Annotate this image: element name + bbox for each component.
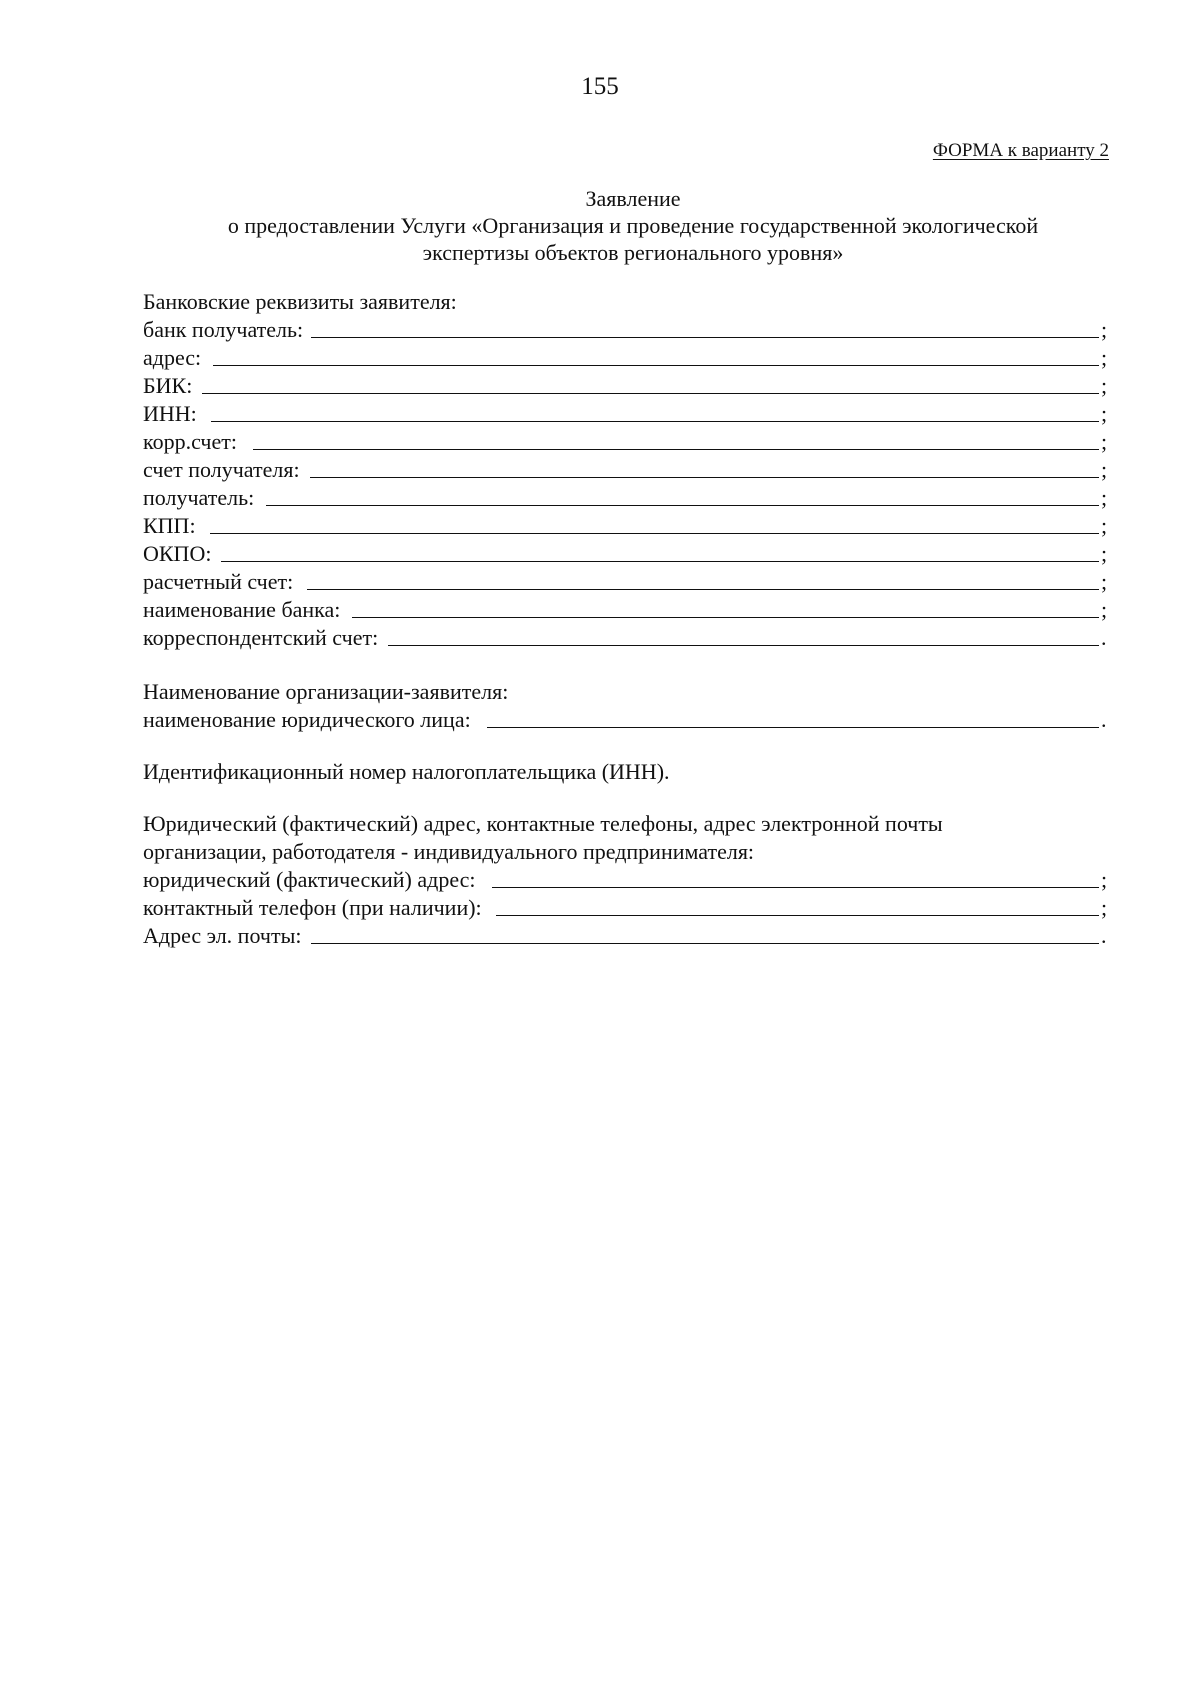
field-inn	[143, 400, 1109, 428]
field-terminator: ;	[1101, 457, 1108, 482]
address-section-heading-2: организации, работодателя - индивидуального предпринимателя:	[143, 839, 755, 864]
fill-in-line[interactable]	[213, 345, 1099, 366]
field-label: контактный телефон (при наличии):	[143, 895, 482, 920]
fill-in-line[interactable]	[253, 429, 1099, 450]
fill-in-line[interactable]	[487, 707, 1099, 728]
field-bank-recipient	[143, 316, 1109, 344]
field-contact-phone	[143, 894, 1109, 922]
fill-in-line[interactable]	[496, 895, 1099, 916]
field-terminator: ;	[1101, 401, 1108, 426]
field-label: счет получателя:	[143, 457, 300, 482]
fill-in-line[interactable]	[307, 569, 1099, 590]
field-terminator: ;	[1101, 485, 1108, 510]
inn-statement: Идентификационный номер налогоплательщика (ИНН).	[143, 759, 670, 784]
field-label: банк получатель:	[143, 317, 304, 342]
field-terminator: .	[1101, 625, 1107, 650]
field-label: расчетный счет:	[143, 569, 294, 594]
field-label: корр.счет:	[143, 429, 237, 454]
field-label: КПП:	[143, 513, 196, 538]
field-terminator: .	[1101, 707, 1107, 732]
field-label: БИК:	[143, 373, 193, 398]
field-email	[143, 922, 1109, 950]
field-terminator: ;	[1101, 429, 1108, 454]
bank-section-heading: Банковские реквизиты заявителя:	[143, 289, 457, 314]
address-section-heading-1: Юридический (фактический) адрес, контактные телефоны, адрес электронной почты	[143, 811, 943, 836]
field-terminator: ;	[1101, 895, 1108, 920]
fill-in-line[interactable]	[266, 485, 1099, 506]
field-label: ОКПО:	[143, 541, 212, 566]
field-okpo	[143, 540, 1109, 568]
field-recipient-account	[143, 456, 1109, 484]
title-line-3: экспертизы объектов регионального уровня»	[422, 240, 844, 265]
field-label: ИНН:	[143, 401, 197, 426]
field-label: наименование юридического лица:	[143, 707, 471, 732]
field-terminator: ;	[1101, 597, 1108, 622]
field-kpp	[143, 512, 1109, 540]
title-line-2: о предоставлении Услуги «Организация и проведение государственной экологической	[227, 213, 1039, 238]
field-bik	[143, 372, 1109, 400]
bank-section	[143, 288, 1109, 950]
field-terminator: ;	[1101, 867, 1108, 892]
field-terminator: ;	[1101, 513, 1108, 538]
fill-in-line[interactable]	[492, 867, 1099, 888]
field-label: адрес:	[143, 345, 202, 370]
title-line-1: Заявление	[585, 186, 681, 211]
field-corr-account	[143, 428, 1109, 456]
field-label: наименование банка:	[143, 597, 341, 622]
field-terminator: ;	[1101, 317, 1108, 342]
fill-in-line[interactable]	[221, 541, 1099, 562]
fill-in-line[interactable]	[311, 923, 1099, 944]
field-label: Адрес эл. почты:	[143, 923, 302, 948]
fill-in-line[interactable]	[311, 317, 1099, 338]
fill-in-line[interactable]	[388, 625, 1099, 646]
field-terminator: ;	[1101, 373, 1108, 398]
field-bank-name	[143, 596, 1109, 624]
page-number: 155	[581, 73, 619, 100]
field-recipient	[143, 484, 1109, 512]
field-correspondent-account	[143, 624, 1109, 652]
fill-in-line[interactable]	[352, 597, 1099, 618]
field-label: юридический (фактический) адрес:	[143, 867, 476, 892]
field-legal-entity-name	[143, 706, 1109, 734]
field-label: корреспондентский счет:	[143, 625, 379, 650]
document-title	[143, 185, 1123, 266]
field-address	[143, 344, 1109, 372]
field-settlement-account	[143, 568, 1109, 596]
fill-in-line[interactable]	[202, 373, 1099, 394]
org-section-heading: Наименование организации-заявителя:	[143, 679, 509, 704]
field-terminator: ;	[1101, 541, 1108, 566]
field-terminator: .	[1101, 923, 1107, 948]
fill-in-line[interactable]	[210, 513, 1099, 534]
form-reference: ФОРМА к варианту 2	[932, 140, 1109, 161]
field-label: получатель:	[143, 485, 255, 510]
fill-in-line[interactable]	[211, 401, 1099, 422]
fill-in-line[interactable]	[310, 457, 1099, 478]
field-terminator: ;	[1101, 345, 1108, 370]
field-terminator: ;	[1101, 569, 1108, 594]
field-legal-address	[143, 866, 1109, 894]
